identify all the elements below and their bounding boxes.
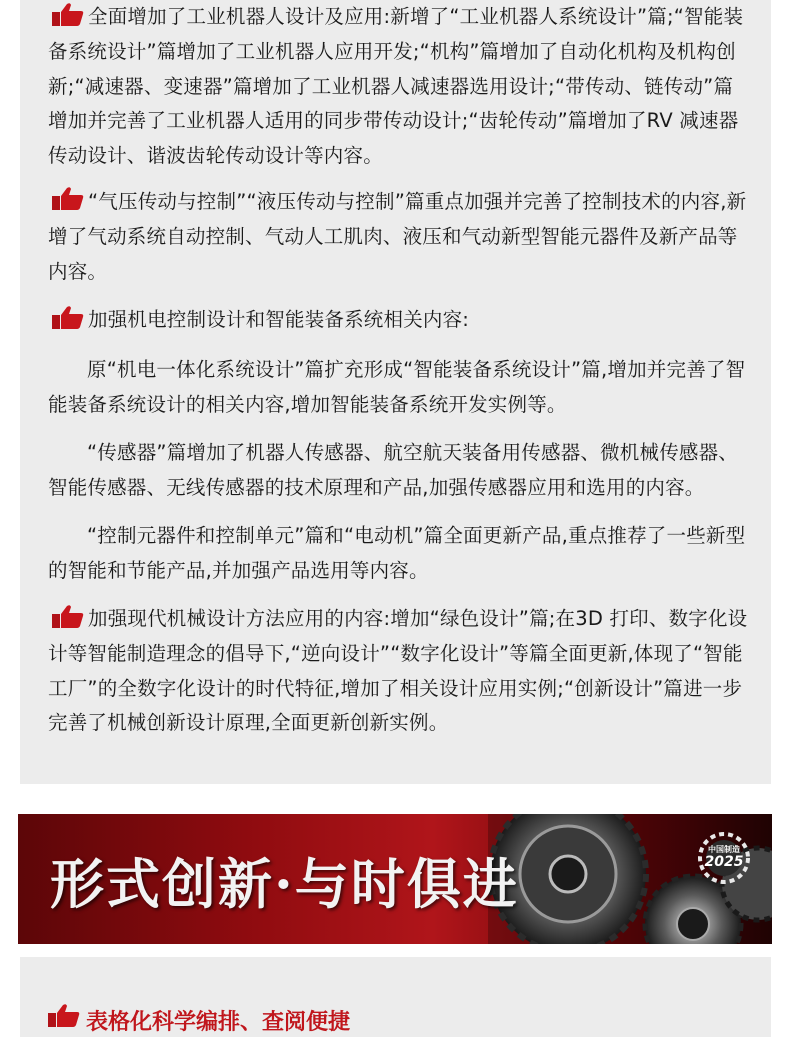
section-heading: 表格化科学编排、查阅便捷 <box>86 1010 351 1035</box>
feature-paragraph-control: 加强机电控制设计和智能装备系统相关内容: <box>88 308 470 331</box>
banner-title: 形式创新·与时俱进 <box>50 852 519 916</box>
feature-paragraph-hydraulics: “气压传动与控制”“液压传动与控制”篇重点加强并完善了控制技术的内容,新增了气动系统自动控制、气动人工肌肉、液压和气动新型智能元器件及新产品等内容。 <box>48 190 747 283</box>
feature-paragraph-sensors: “传感器”篇增加了机器人传感器、航空航天装备用传感器、微机械传感器、智能传感器、无线传感器的技术原理和产品,加强传感器应用和选用的内容。 <box>48 441 739 499</box>
feature-paragraph-smart-equipment: 原“机电一体化系统设计”篇扩充形成“智能装备系统设计”篇,增加并完善了智能装备系统设计的相关内容,增加智能装备系统开发实例等。 <box>48 358 746 416</box>
section-banner <box>18 814 772 944</box>
feature-paragraph-design-methods: 加强现代机械设计方法应用的内容:增加“绿色设计”篇;在3D 打印、数字化设计等智能制造理念的倡导下,“逆向设计”“数字化设计”等篇全面更新,体现了“智能工厂”的全数字化设计的时代特征,增加了相关设计应用实例;“创新设计”篇进一步完善了机械创新设计原理,全面更新创新实例。 <box>48 607 748 735</box>
made-in-china-2025-logo <box>698 832 750 884</box>
feature-paragraph-robots: 全面增加了工业机器人设计及应用:新增了“工业机器人系统设计”篇;“智能装备系统设计”篇增加了工业机器人应用开发;“机构”篇增加了自动化机构及机构创新;“减速器、变速器”篇增加了工业机器人减速器选用设计;“带传动、链传动”篇增加并完善了工业机器人适用的同步带传动设计;“齿轮传动”篇增加了RV 减速器传动设计、谐波齿轮传动设计等内容。 <box>48 5 744 168</box>
badge-line2: 2025 <box>704 854 744 870</box>
badge-line1: 中国制造 <box>708 845 740 854</box>
feature-paragraph-components: “控制元器件和控制单元”篇和“电动机”篇全面更新产品,重点推荐了一些新型的智能和节能产品,并加强产品选用等内容。 <box>48 524 746 582</box>
thumbs-up-icon <box>46 1003 82 1029</box>
